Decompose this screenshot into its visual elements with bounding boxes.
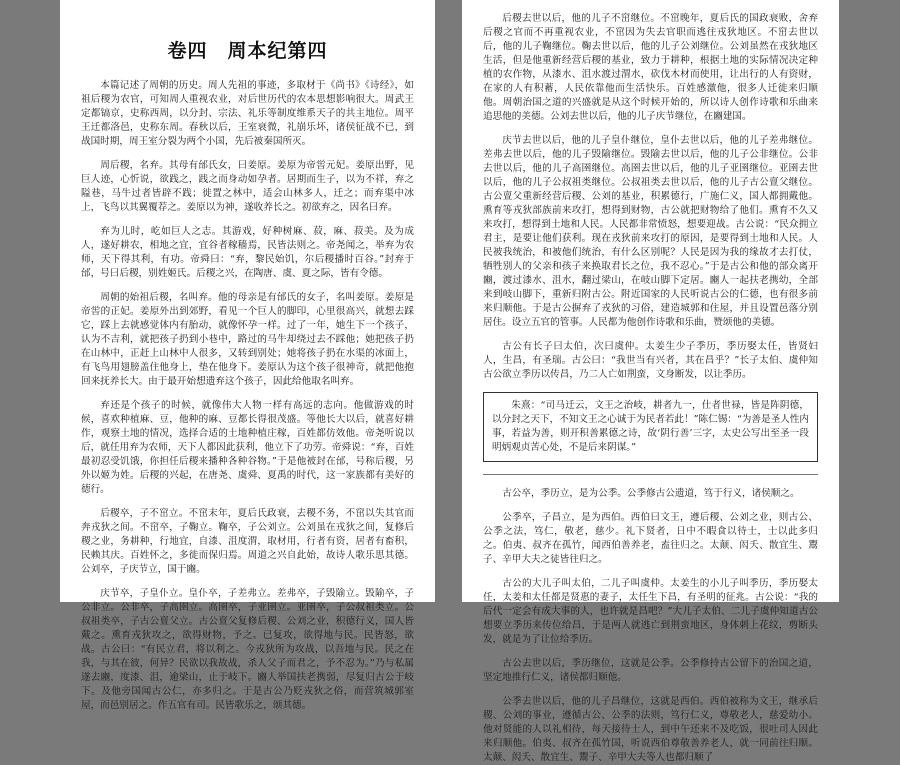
paragraph: 古公有长子曰太伯，次曰虞仲。太姜生少子季历，季历娶太任，皆贤妇人，生昌，有圣瑞。古公曰：“我世当有兴者，其在昌乎？”长子太伯、虞仲知古公欲立季历以传昌，乃二人亡如荆蛮，文身断发，以让季历。	[483, 341, 818, 380]
paragraph: 古公去世以后，季历继位，这就是公季。公季修持古公留下的治国之道，坚定地推行仁义，诸侯都归顺他。	[483, 658, 818, 683]
paragraph: 后稷去世以后，他的儿子不窋继位。不窋晚年，夏后氏的国政衰败，舍弃后稷之官而不再重视农业，不窋因为失去官职而逃往戎狄地区。不窋去世以后，他的儿子鞠继位。鞠去世以后，他的儿子公刘继位。公刘虽然在戎狄地区生活，但是他重新经营后稷的基业，致力于耕种，根据土地的实际情况决定种植的农作物，从漆水、沮水渡过渭水，砍伐木材而使用，让出行的人有资财，在家的人有积蓄，人民依靠他而生活快乐。百姓感激他，很多人迁徙来归顺他。周朝治国之道的兴盛就是从这个时候开始的，所以诗人创作诗歌和乐曲来追思他的美德。公刘去世以后，他的儿子庆节继位，在豳建国。	[483, 13, 818, 122]
paragraph: 古公的大儿子叫太伯，二儿子叫虞仲。太姜生的小儿子叫季历，季历娶太任，太姜和太任都是贤惠的妻子，太任生下昌，有圣明的征兆。古公说：“我的后代一定会有成大事的人，也许就是昌吧？”大儿子太伯、二儿子虞仲知道古公想要立季历来传位给昌，于是两人就逃亡到荆蛮地区，身体刺上花纹，剪断头发，就是为了让位给季历。	[483, 578, 818, 645]
left-page	[60, 0, 435, 711]
commentary-box	[483, 392, 818, 462]
paragraph: 周朝的始祖后稷，名叫弃。他的母亲是有邰氏的女子，名叫姜原。姜原是帝喾的正妃。姜原外出到郊野，看见一个巨人的脚印，心里很高兴，就想去踩它，踩上去就感觉体内有胎动，就像怀孕一样。过了一年，她生下一个孩子，认为不吉利，就把孩子扔到小巷中，路过的马牛却绕过去不踩他；她把孩子扔在山林中，正赶上山林中人很多，又转到别处；她将孩子扔在水渠的冰面上，有飞鸟用翅膀盖住他身上，垫在他身下。姜原认为这个孩子很神奇，就把他抱回来抚养长大。由于最开始想遗弃这个孩子，因此给他取名叫弃。	[81, 292, 414, 387]
chapter-title: 卷四 周本纪第四	[167, 40, 328, 62]
paragraph: 后稷卒，子不窋立。不窋末年，夏后氏政衰，去稷不务，不窋以失其官而奔戎狄之间。不窋卒，子鞠立。鞠卒，子公刘立。公刘虽在戎狄之间，复修后稷之业，务耕种，行地宜，自漆、沮度渭，取材用，行者有资，居者有畜积，民赖其庆。百姓怀之，多徙而保归焉。周道之兴自此始，故诗人歌乐思其德。公刘卒，子庆节立，国于豳。	[81, 508, 414, 575]
paragraph: 公季去世以后，他的儿子昌继位，这就是西伯。西伯被称为文王，继承后稷、公刘的事业，遵循古公、公季的法则，笃行仁义，尊敬老人，慈爱幼小。他对贤能的人以礼相待，每天接待士人，到中午还来不及吃饭，很吐司人因此来归顺他。伯夷、叔齐在孤竹国，听说西伯尊敬善养老人，就一同前往归顺。太颠、闳夭、散宜生、鬻子、辛甲大夫等人也都归顺了	[483, 696, 818, 763]
paragraph: 弃还是个孩子的时候，就像伟大人物一样有高远的志向。他做游戏的时候，喜欢种植麻、豆，他种的麻、豆都长得很茂盛。等他长大以后，就喜好耕作，观察土地的情况，选择合适的土地种植庄稼，百姓都仿效他。帝尧听说以后，就任用弃为农师，天下人都因此获利，他立下了功劳。帝舜说：“弃，百姓最初忍受饥饿，你担任后稷来播种各种谷物。”于是他被封在邰，号称后稷，另外以姬为姓。后稷的兴起，在唐尧、虞舜、夏禹的时代，这一家族都有美好的德行。	[81, 400, 414, 495]
commentary-text: 朱熹：“司马迁云，文王之治岐，耕者九一，仕者世禄，皆是阵阴德，以分封之天下，不知文王之心诚于为民者若此！”陈仁锡：“为善是圣人性内事，若益为善，则开积善累德之诗，故‘阴行善’三字，太史公写出至圣一段明炳观贞苦心处，不是后来阴谋。”	[492, 400, 809, 453]
divider	[483, 474, 818, 475]
paragraph: 庆节卒，子皇仆立。皇仆卒，子差弗立。差弗卒，子毁隃立。毁隃卒，子公非立。公非卒，子高圉立。高圉卒，子亚圉立。亚圉卒，子公叔祖类立。公叔祖类卒，子古公亶父立。古公亶父复修后稷、公刘之业，积德行义，国人皆戴之。熏育戎狄攻之，欲得财物，予之。已复攻，欲得地与民。民皆怒，欲战。古公曰：“有民立君，将以利之。今戎狄所为攻战，以吾地与民。民之在我，与其在彼，何异？民欲以我故战，杀人父子而君之，予不忍为。”乃与私属遂去豳，度漆、沮，逾梁山，止于岐下。豳人举国扶老携弱，尽复归古公于岐下。及他旁国闻古公仁，亦多归之。于是古公乃贬戎狄之俗，而营筑城郭室屋，而邑别居之。作五官有司。民皆歌乐之，颂其德。	[81, 588, 414, 711]
right-page	[462, 0, 839, 763]
paragraph: 弃为儿时，屹如巨人之志。其游戏，好种树麻、菽，麻、菽美。及为成人，遂好耕农，相地之宜，宜谷者稼穑焉，民皆法则之。帝尧闻之，举弃为农师，天下得其利，有功。帝舜曰：“弃，黎民始饥，尔后稷播时百谷。”封弃于邰，号曰后稷，别姓姬氏。后稷之兴，在陶唐、虞、夏之际，皆有令德。	[81, 226, 414, 279]
paragraph: 公季卒，子昌立，是为西伯。西伯曰文王，遵后稷、公刘之业，则古公、公季之法，笃仁，敬老，慈少。礼下贤者，日中不暇食以待士，士以此多归之。伯夷、叔齐在孤竹，闻西伯善养老，盍往归之。太颠、闳夭、散宜生、鬻子、辛甲大夫之徒皆往归之。	[483, 512, 818, 565]
paragraph: 庆节去世以后，他的儿子皇仆继位，皇仆去世以后，他的儿子差弗继位。差弗去世以后，他的儿子毁隃继位。毁隃去世以后，他的儿子公非继位。公非去世以后，他的儿子高圉继位。高圉去世以后，他的儿子亚圉继位。亚圉去世以后，他的儿子公叔祖类继位。公叔祖类去世以后，他的儿子古公亶父继位。古公亶父重新经营后稷、公刘的基业，积累德行，广施仁义，国人都拥戴他。熏育等戎狄部族前来攻打，想得到财物，古公就把财物给了他们。熏育不久又来攻打，想得到土地和人民。人民都非常愤怒，想要迎战。古公说：“民众拥立君主，是要让他们获利。现在戎狄前来攻打的原因，是要得到土地和人民。人民被我统治，和被他们统治，有什么区别呢？人民是因为我的缘故才去打仗，牺牲别人的父亲和孩子来换取君长之位，我不忍心。”于是古公和他的部众离开豳，渡过漆水、沮水，翻过梁山，在岐山脚下定居。豳人一起扶老携幼，全部来到岐山脚下，重新归附古公。附近国家的人民听说古公的仁德，也有很多前来归顺他。于是古公摒弃了戎狄的习俗，建造城郭和住屋，并且设置邑落分别居住。设立五官的管事。人民都为他创作诗歌和乐曲，赞颂他的美德。	[483, 135, 818, 328]
paragraph: 古公卒，季历立，是为公季。公季修古公遗道，笃于行义，诸侯顺之。	[502, 488, 800, 499]
paragraph: 本篇记述了周朝的历史。周人先祖的事迹，多取材于《尚书》《诗经》，如祖后稷为农官，可知周人重视农业，对后世历代的农本思想影响很大。周武王定都镐京，史称西周，以分封、宗法、礼乐等制度维系天子的共主地位。周平王迁都洛邑，史称东周。春秋以后，王室衰微，礼崩乐坏，诸侯征战不已，到战国时期，周王室分裂为两个小国，先后被秦国所灭。	[81, 80, 414, 147]
paragraph: 周后稷，名弃。其母有邰氏女，曰姜原。姜原为帝喾元妃。姜原出野，见巨人迹，心忻说，欲践之，践之而身动如孕者。居期而生子，以为不祥，弃之隘巷，马牛过者皆辟不践；徙置之林中，适会山林多人，迁之；而弃渠中冰上，飞鸟以其翼覆荐之。姜原以为神，遂收养长之。初欲弃之，因名曰弃。	[81, 160, 414, 213]
